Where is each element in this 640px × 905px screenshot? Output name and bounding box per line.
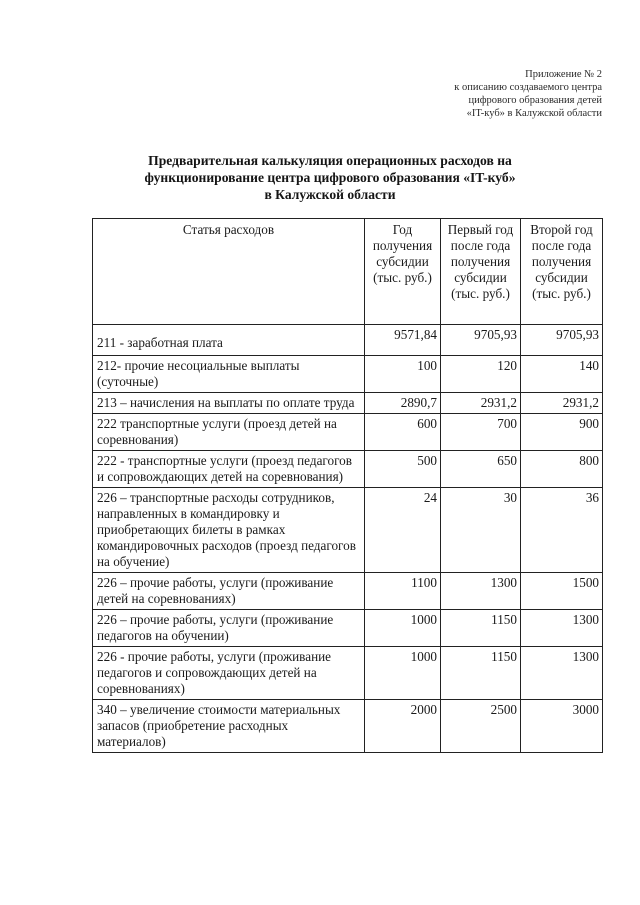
table-row (93, 700, 603, 753)
row-value-first-year: 700 (441, 414, 521, 451)
row-value-first-year: 2931,2 (441, 393, 521, 414)
row-value-subsidy-year: 1000 (365, 647, 441, 700)
row-value-first-year: 1150 (441, 610, 521, 647)
row-expense-name: 213 – начисления на выплаты по оплате труда (93, 393, 365, 414)
row-expense-name: 226 - прочие работы, услуги (проживание педагогов и сопровождающих детей на соревнованиях) (93, 647, 365, 700)
header-expense-item: Статья расходов (93, 219, 365, 325)
row-expense-name: 226 – прочие работы, услуги (проживание детей на соревнованиях) (93, 573, 365, 610)
row-value-second-year: 36 (521, 488, 603, 573)
row-expense-name: 226 – транспортные расходы сотрудников, направленных в командировку и приобретающих билеты в рамках командировочных расходов (проезд педагогов на обучение) (93, 488, 365, 573)
appendix-line-4: «IT-куб» в Калужской области (466, 108, 602, 119)
row-value-subsidy-year: 2890,7 (365, 393, 441, 414)
appendix-note (454, 68, 602, 120)
row-value-first-year: 1150 (441, 647, 521, 700)
row-value-subsidy-year: 24 (365, 488, 441, 573)
table-row (93, 573, 603, 610)
appendix-line-3: цифрового образования детей (468, 95, 602, 106)
document-title (90, 152, 570, 203)
table-row (93, 414, 603, 451)
row-value-second-year: 9705,93 (521, 325, 603, 356)
row-value-subsidy-year: 9571,84 (365, 325, 441, 356)
title-line-3: в Калужской области (264, 187, 396, 202)
table-row (93, 488, 603, 573)
table-row (93, 647, 603, 700)
row-value-first-year: 120 (441, 356, 521, 393)
row-value-subsidy-year: 2000 (365, 700, 441, 753)
row-value-second-year: 1300 (521, 647, 603, 700)
row-value-second-year: 3000 (521, 700, 603, 753)
table-row (93, 393, 603, 414)
row-value-first-year: 9705,93 (441, 325, 521, 356)
appendix-line-2: к описанию создаваемого центра (454, 82, 602, 93)
row-expense-name: 222 - транспортные услуги (проезд педагогов и сопровождающих детей на соревнования) (93, 451, 365, 488)
expense-table (92, 218, 603, 753)
row-value-first-year: 1300 (441, 573, 521, 610)
header-first-year: Первый год после года получения субсидии (тыс. руб.) (441, 219, 521, 325)
row-expense-name: 340 – увеличение стоимости материальных запасов (приобретение расходных материалов) (93, 700, 365, 753)
row-value-subsidy-year: 1000 (365, 610, 441, 647)
row-value-subsidy-year: 500 (365, 451, 441, 488)
row-value-second-year: 1300 (521, 610, 603, 647)
header-second-year: Второй год после года получения субсидии (тыс. руб.) (521, 219, 603, 325)
table-row (93, 356, 603, 393)
row-value-subsidy-year: 600 (365, 414, 441, 451)
row-expense-name: 211 - заработная плата (93, 325, 365, 356)
table-row (93, 325, 603, 356)
row-value-subsidy-year: 100 (365, 356, 441, 393)
table-row (93, 451, 603, 488)
row-value-second-year: 800 (521, 451, 603, 488)
row-expense-name: 226 – прочие работы, услуги (проживание педагогов на обучении) (93, 610, 365, 647)
title-line-1: Предварительная калькуляция операционных расходов на (148, 153, 512, 168)
table-header-row (93, 219, 603, 325)
row-value-first-year: 30 (441, 488, 521, 573)
row-value-second-year: 2931,2 (521, 393, 603, 414)
row-value-second-year: 140 (521, 356, 603, 393)
table-row (93, 610, 603, 647)
title-line-2: функционирование центра цифрового образования «IT-куб» (144, 170, 516, 185)
appendix-line-1: Приложение № 2 (525, 69, 602, 80)
row-value-second-year: 1500 (521, 573, 603, 610)
row-value-first-year: 650 (441, 451, 521, 488)
row-value-first-year: 2500 (441, 700, 521, 753)
row-expense-name: 212- прочие несоциальные выплаты (суточные) (93, 356, 365, 393)
header-subsidy-year: Год получения субсидии (тыс. руб.) (365, 219, 441, 325)
row-value-second-year: 900 (521, 414, 603, 451)
row-expense-name: 222 транспортные услуги (проезд детей на соревнования) (93, 414, 365, 451)
row-value-subsidy-year: 1100 (365, 573, 441, 610)
